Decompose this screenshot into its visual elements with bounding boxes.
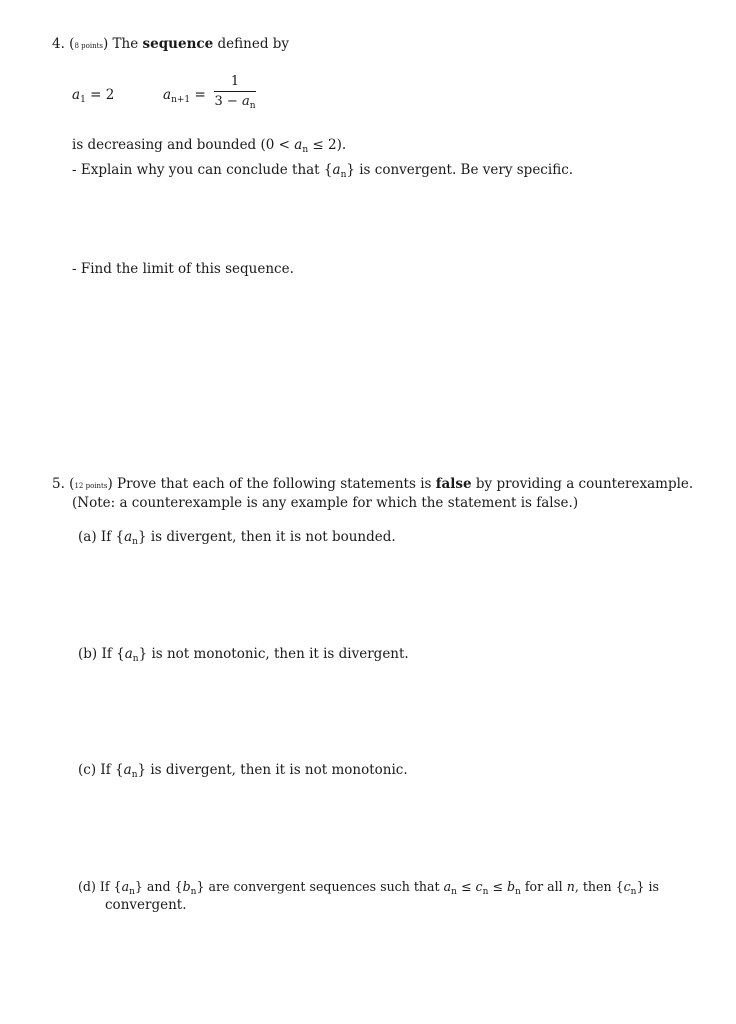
q5-c-sub: n: [131, 770, 138, 780]
q5-d-text2: } and {: [134, 879, 183, 894]
q5-c-post: } is divergent, then it is not monotonic.: [137, 762, 408, 778]
q4-a1-equation: [72, 87, 114, 104]
q4-header: 4. (8 points) The sequence defined by: [52, 36, 290, 52]
q5-c-label: (c): [78, 762, 97, 778]
q4-recursion-lhs: [163, 87, 206, 104]
q5-d-line2: convergent.: [105, 897, 187, 913]
q5-a-var: a: [124, 529, 133, 545]
q4-rec-sub: n+1: [171, 95, 191, 105]
q4-find-limit-prompt: - Find the limit of this sequence.: [72, 261, 294, 277]
q5-d-text4: for all: [524, 879, 563, 894]
q5-part-c: [78, 762, 408, 779]
q5-a-post: } is divergent, then it is not bounded.: [137, 529, 396, 545]
q5-d-n6: n: [630, 887, 637, 897]
q5-d-le1: ≤: [460, 879, 472, 894]
q5-b-pre: If {: [101, 646, 125, 662]
q4-rec-eq: =: [194, 87, 206, 103]
q4-explain-var: a: [332, 162, 341, 178]
q5-d-nvar: n: [566, 879, 575, 894]
q5-d-n3: n: [451, 887, 457, 897]
q5-b-var: a: [124, 646, 133, 662]
q5-d-n5: n: [515, 887, 521, 897]
q4-number: 4.: [52, 36, 65, 52]
q4-points: 8 points: [74, 42, 103, 50]
q5-d-text6: } is: [636, 879, 659, 894]
q4-explain-post: } is convergent. Be very specific.: [346, 162, 574, 178]
q4-fraction: [214, 74, 256, 109]
q4-frac-den-sub: n: [249, 101, 256, 111]
q5-part-a: [78, 529, 396, 546]
q5-d-label: (d): [78, 879, 96, 894]
q5-d-le2: ≤: [492, 879, 503, 894]
q5-d-text3: } are convergent sequences such that: [196, 879, 440, 894]
q5-d-a2: a: [443, 879, 452, 894]
q4-statement-var: a: [294, 137, 303, 153]
q5-c-pre: If {: [100, 762, 124, 778]
q4-statement: [72, 137, 346, 154]
q5-d-a: a: [121, 879, 130, 894]
q4-statement-pre: is decreasing and bounded (0 <: [72, 137, 290, 153]
q5-header: 5. (12 points) Prove that each of the following statements is false by providing a counterexample.: [52, 476, 694, 492]
q5-a-sub: n: [132, 537, 138, 547]
q4-frac-bar: [214, 91, 256, 92]
q5-intro-bold: false: [435, 476, 472, 492]
q5-c-var: a: [123, 762, 132, 778]
q5-b-post: } is not monotonic, then it is divergent.: [138, 646, 409, 662]
q5-b-sub: n: [132, 654, 139, 664]
q5-b-label: (b): [78, 646, 98, 662]
q5-note: (Note: a counterexample is any example for which the statement is false.): [72, 495, 579, 511]
q4-a1-sub: 1: [80, 95, 86, 105]
q5-points: 12 points: [74, 482, 108, 490]
q4-rec-var: a: [163, 87, 172, 103]
q5-intro-post: by providing a counterexample.: [475, 476, 694, 492]
q5-part-d: [78, 878, 659, 895]
q5-d-b: b: [182, 879, 191, 894]
q4-frac-den-var: a: [241, 94, 250, 109]
q4-explain-sub: n: [340, 170, 347, 180]
q4-a1-var: a: [72, 87, 81, 103]
q4-explain-pre: - Explain why you can conclude that {: [72, 162, 333, 178]
q4-explain-prompt: [72, 162, 573, 179]
q4-statement-sub: n: [302, 145, 309, 155]
q5-number: 5.: [52, 476, 65, 492]
q5-d-c: c: [475, 879, 483, 894]
q4-intro-post: defined by: [217, 36, 290, 52]
q4-statement-post: ≤ 2).: [312, 137, 347, 153]
q5-part-b: [78, 646, 409, 663]
q4-frac-den-pre: 3 −: [214, 94, 238, 109]
q4-frac-num: 1: [230, 74, 240, 89]
q4-frac-den: [214, 94, 256, 109]
q5-d-n4: n: [482, 887, 489, 897]
q5-d-b2: b: [506, 879, 516, 894]
q4-a1-value: = 2: [90, 87, 115, 103]
q5-d-c2: c: [623, 879, 631, 894]
q5-d-text5: , then {: [574, 879, 624, 894]
q5-intro-pre: Prove that each of the following statements is: [117, 476, 432, 492]
q5-d-text1: If {: [99, 879, 122, 894]
q5-d-n2: n: [190, 887, 197, 897]
q5-a-label: (a): [78, 529, 97, 545]
q4-intro-pre: The: [112, 36, 139, 52]
q5-a-pre: If {: [100, 529, 125, 545]
q5-d-n1: n: [129, 887, 135, 897]
q4-intro-bold: sequence: [142, 36, 214, 52]
